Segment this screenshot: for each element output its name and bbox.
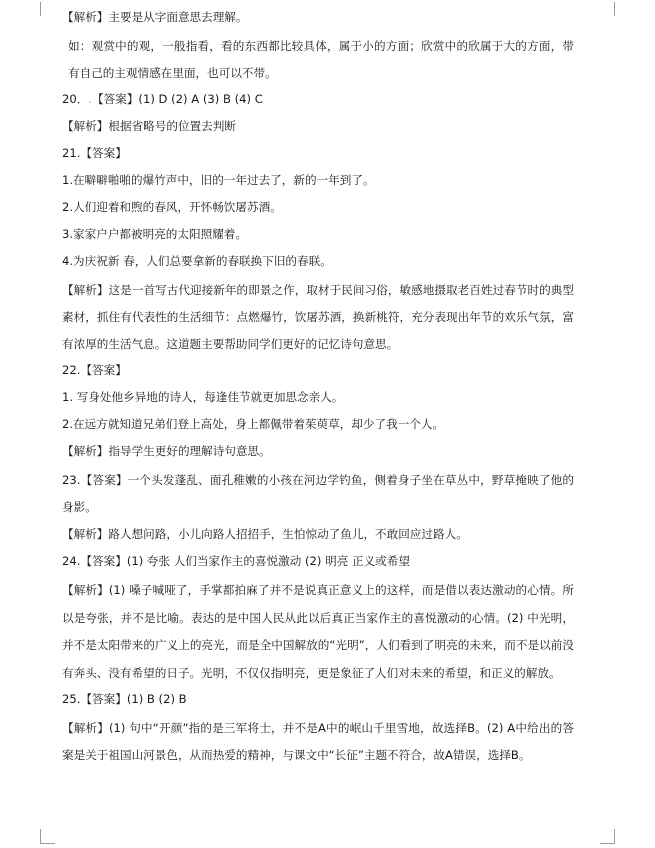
- analysis-19: 【解析】主要是从字面意思去理解。: [62, 10, 248, 24]
- crop-mark-bottom-left: [40, 829, 55, 844]
- answer-23: 23.【答案】一个头发蓬乱、面孔稚嫩的小孩在河边学钓鱼，侧着身子坐在草丛中，野草掩映了他的身影。: [62, 473, 574, 514]
- analysis-23: 【解析】路人想问路，小儿向路人招招手，生怕惊动了鱼儿，不敢回应过路人。: [62, 527, 468, 541]
- answer-21-item-4: 4.为庆祝新 春，人们总要拿新的春联换下旧的春联。: [62, 254, 332, 268]
- crop-mark-top-right: [600, 2, 615, 16]
- analysis-24: 【解析】(1) 嗓子喊哑了，手掌都拍麻了并不是说真正意义上的这样，而是借以表达激动的心情。所以是夸张，并不是比喻。表达的是中国人民从此以后真正当家作主的喜悦激动的心情。(2) 中光明，并不是太阳带来的广义上的亮光，而是全中国解放的“光明”，人们看到了明亮的未来，而不是以前没有奔头、没有希望的日子。光明，不仅仅指明亮，更是象征了人们对未来的希望，和正义的解放。: [62, 583, 574, 680]
- analysis-20: 【解析】根据省略号的位置去判断: [62, 119, 236, 133]
- analysis-25: 【解析】(1) 句中“开颜”指的是三军将士，并不是A中的岷山千里雪地，故选择B。(2) A中给出的答案是关于祖国山河景色，从而热爱的精神，与课文中“长征”主题不符合，故A错误，选择B。: [62, 721, 574, 762]
- answer-22-item-2: 2.在远方就知道兄弟们登上高处，身上都佩带着茱萸草，却少了我一个人。: [62, 417, 445, 431]
- answer-20: [62, 87, 574, 113]
- document-body: [62, 4, 574, 769]
- answer-20-text: 【答案】(1) D (2) A (3) B (4) C: [92, 92, 263, 106]
- analysis-21: 【解析】这是一首写古代迎接新年的即景之作，取材于民间习俗，敏感地摄取老百姓过春节时的典型素材，抓住有代表性的生活细节：点燃爆竹，饮屠苏酒，换新桃符，充分表现出年节的欢乐气氛，富有浓厚的生活气息。这道题主要帮助同学们更好的记忆诗句意思。: [62, 283, 574, 351]
- analysis-19-example: 如：观赏中的观，一般指看，看的东西都比较具体，属于小的方面；欣赏中的欣属于大的方面，带有自己的主观情感在里面，也可以不带。: [68, 39, 574, 80]
- crop-mark-top-left: [40, 2, 55, 16]
- answer-21-item-3: 3.家家户户都被明亮的太阳照耀着。: [62, 227, 247, 241]
- answer-22-item-1: 1. 写身处他乡异地的诗人，每逢佳节就更加思念亲人。: [62, 390, 344, 404]
- answer-22-heading: 22.【答案】: [62, 363, 127, 377]
- answer-20-number: 20．: [62, 92, 89, 106]
- answer-21-heading: 21.【答案】: [62, 146, 127, 160]
- answer-24: 24.【答案】(1) 夸张 人们当家作主的喜悦激动 (2) 明亮 正义或希望: [62, 554, 410, 568]
- answer-20-dot: .: [88, 92, 93, 106]
- analysis-22: 【解析】指导学生更好的理解诗句意思。: [62, 444, 271, 458]
- answer-21-item-2: 2.人们迎着和煦的春风，开怀畅饮屠苏酒。: [62, 200, 282, 214]
- answer-21-item-1: 1.在噼噼啪啪的爆竹声中，旧的一年过去了，新的一年到了。: [62, 173, 375, 187]
- answer-25: 25.【答案】(1) B (2) B: [62, 692, 187, 706]
- crop-mark-bottom-right: [600, 829, 615, 844]
